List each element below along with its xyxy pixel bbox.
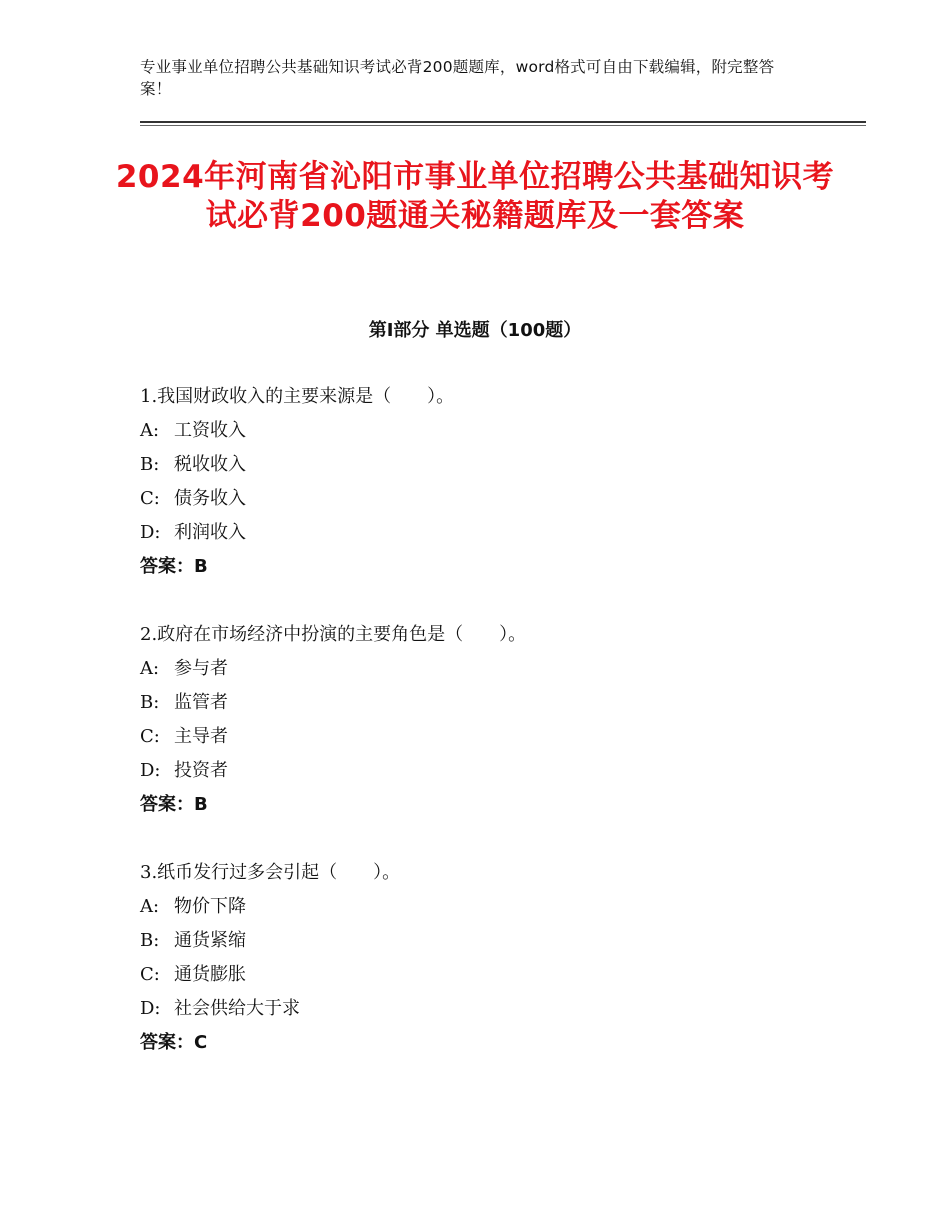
option-b [140,448,840,482]
option-letter: C: [140,964,160,985]
section-heading: 第Ⅰ部分 单选题（100题） [368,320,582,341]
option-b [140,924,840,958]
answer-line: 答案：B [140,794,208,815]
option-text: 债务收入 [174,488,246,509]
option-a [140,414,840,448]
question-1 [140,380,840,584]
header-divider-thin [140,125,866,126]
option-text: 物价下降 [174,896,246,917]
option-letter: B: [140,692,160,713]
option-text: 主导者 [174,726,228,747]
option-d [140,992,840,1026]
option-a [140,652,840,686]
option-d [140,754,840,788]
question-stem: 2.政府在市场经济中扮演的主要角色是（ ）。 [140,624,527,645]
option-b [140,686,840,720]
option-text: 投资者 [174,760,228,781]
option-letter: D: [140,760,161,781]
option-text: 税收收入 [174,454,246,475]
option-letter: D: [140,522,161,543]
option-text: 工资收入 [174,420,246,441]
option-c [140,958,840,992]
header-note: 专业事业单位招聘公共基础知识考试必背200题题库，word格式可自由下载编辑，附完整答案！ [140,58,775,98]
question-2 [140,618,840,822]
option-text: 通货膨胀 [174,964,246,985]
document-title: 2024年河南省沁阳市事业单位招聘公共基础知识考试必背200题通关秘籍题库及一套答案 [115,159,835,234]
option-letter: C: [140,488,160,509]
option-c [140,720,840,754]
question-stem: 1.我国财政收入的主要来源是（ ）。 [140,386,455,407]
question-3 [140,856,840,1060]
option-text: 参与者 [174,658,228,679]
option-letter: C: [140,726,160,747]
option-letter: D: [140,998,161,1019]
question-list [140,380,840,1094]
question-stem: 3.纸币发行过多会引起（ ）。 [140,862,401,883]
option-text: 社会供给大于求 [174,998,300,1019]
header-divider-thick [140,121,866,123]
option-letter: A: [140,658,160,679]
option-letter: B: [140,930,160,951]
option-text: 利润收入 [174,522,246,543]
option-letter: B: [140,454,160,475]
option-letter: A: [140,420,160,441]
option-text: 监管者 [174,692,228,713]
answer-line: 答案：C [140,1032,208,1053]
answer-line: 答案：B [140,556,208,577]
option-letter: A: [140,896,160,917]
option-d [140,516,840,550]
option-text: 通货紧缩 [174,930,246,951]
option-c [140,482,840,516]
option-a [140,890,840,924]
